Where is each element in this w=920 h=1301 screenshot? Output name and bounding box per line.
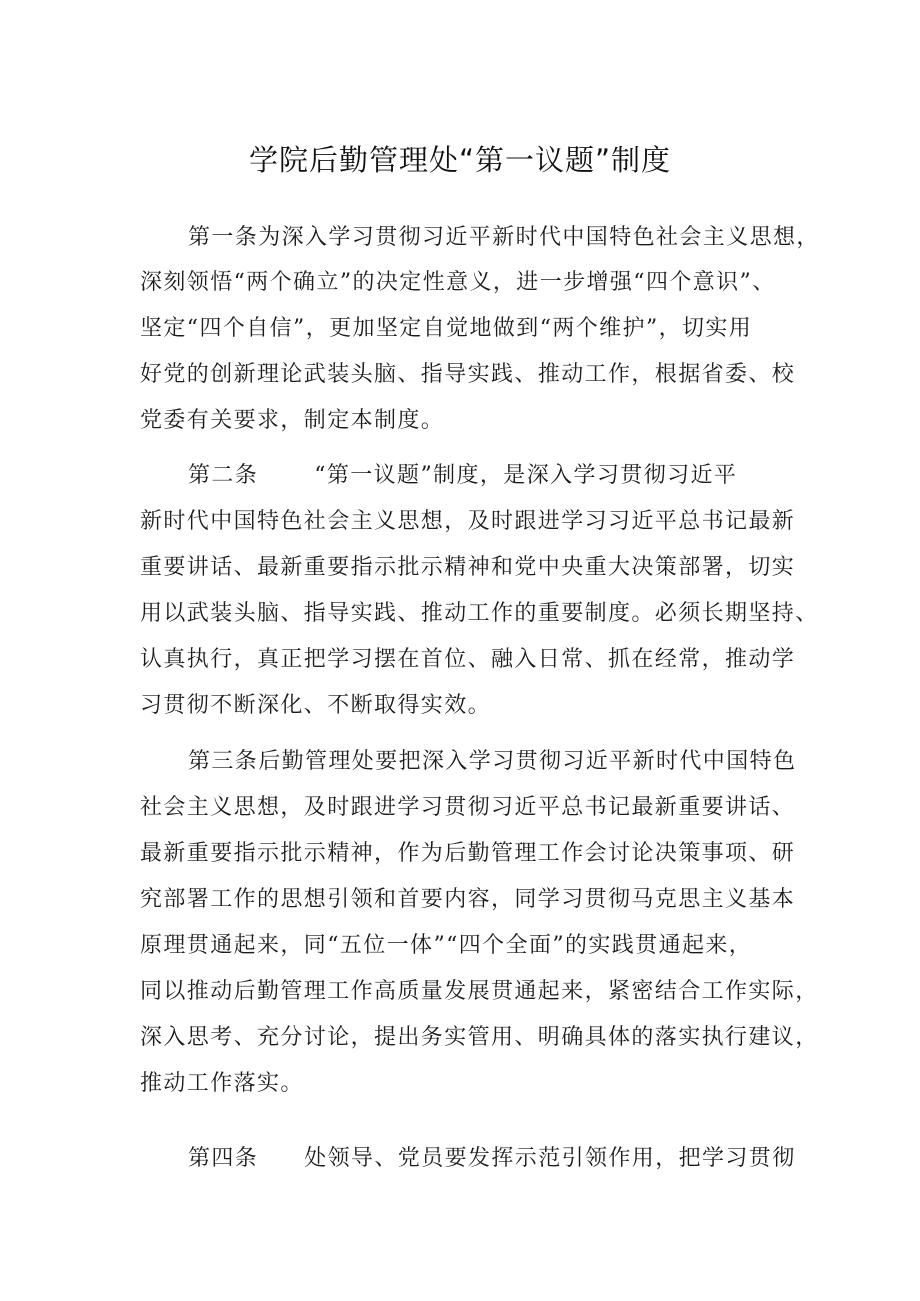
article-3-line-3: 最新重要指示批示精神，作为后勤管理工作会讨论决策事项、研 <box>140 841 796 866</box>
article-2-line-5: 认真执行，真正把学习摆在首位、融入日常、抓在经常，推动学 <box>140 647 796 672</box>
article-3-line-4: 究部署工作的思想引领和首要内容，同学习贯彻马克思主义基本 <box>140 887 796 912</box>
article-2-line-6: 习贯彻不断深化、不断取得实效。 <box>140 693 492 718</box>
article-2-first-line <box>188 456 737 496</box>
article-1-line-1: 第一条为深入学习贯彻习近平新时代中国特色社会主义思想， <box>188 225 820 250</box>
article-3-line-2: 社会主义思想，及时跟进学习贯彻习近平总书记最新重要讲话、 <box>140 795 796 820</box>
document-title: 学院后勤管理处“第一议题”制度 <box>248 143 672 177</box>
article-1-line-5: 党委有关要求，制定本制度。 <box>140 408 445 433</box>
article-2-first-line-text: “第一议题”制度，是深入学习贯彻习近平 <box>314 463 738 488</box>
article-3-line-5: 原理贯通起来，同“五位一体”“四个全面”的实践贯通起来， <box>140 933 753 958</box>
article-3-line-7: 深入思考、充分讨论，提出务实管用、明确具体的落实执行建议， <box>140 1025 819 1050</box>
article-2-line-2: 新时代中国特色社会主义思想，及时跟进学习习近平总书记最新 <box>140 509 796 534</box>
article-2-heading: 第二条 <box>188 463 259 488</box>
article-4-heading: 第四条 <box>188 1146 259 1171</box>
article-4-first-line-text: 处领导、党员要发挥示范引领作用，把学习贯彻 <box>304 1146 796 1171</box>
article-1-line-3: 坚定“四个自信”，更加坚定自觉地做到“两个维护”，切实用 <box>140 316 753 341</box>
article-1-line-4: 好党的创新理论武装头脑、指导实践、推动工作，根据省委、校 <box>140 362 796 387</box>
article-2-line-4: 用以武装头脑、指导实践、推动工作的重要制度。必须长期坚持、 <box>140 601 819 626</box>
article-1-line-2: 深刻领悟“两个确立”的决定性意义，进一步增强“四个意识”、 <box>140 270 776 295</box>
article-3-line-1: 第三条后勤管理处要把深入学习贯彻习近平新时代中国特色 <box>188 749 797 774</box>
article-3-line-6: 同以推动后勤管理工作高质量发展贯通起来，紧密结合工作实际， <box>140 979 819 1004</box>
article-2-line-3: 重要讲话、最新重要指示批示精神和党中央重大决策部署，切实 <box>140 555 796 580</box>
article-4-first-line <box>188 1139 796 1179</box>
article-3-line-8: 推动工作落实。 <box>140 1071 304 1096</box>
